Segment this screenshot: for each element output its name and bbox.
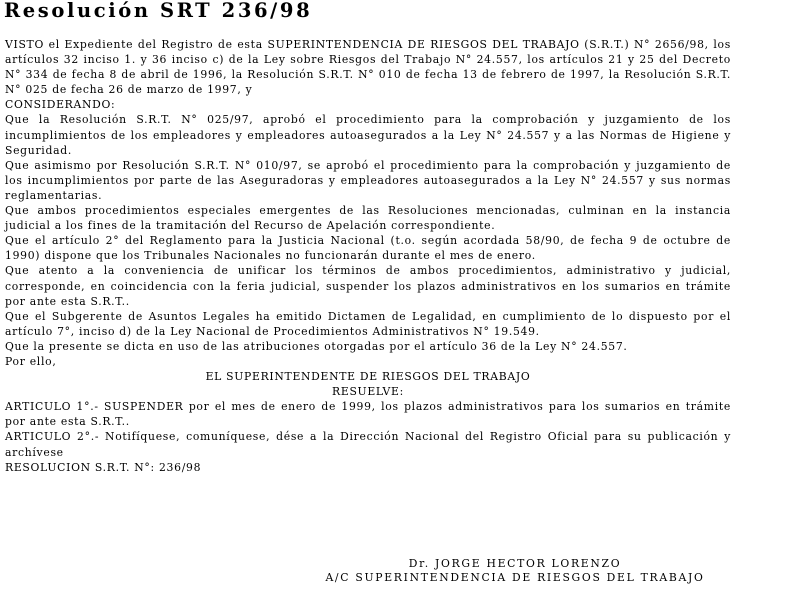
signature-name: Dr. JORGE HECTOR LORENZO [408, 557, 622, 570]
considerando-paragraph: Que ambos procedimientos especiales emergentes de las Resoluciones mencionadas, culminan en la instancia judicial a los fines de la tramitación del Recurso de Apelación correspondiente. [5, 204, 731, 233]
authority-heading: EL SUPERINTENDENTE DE RIESGOS DEL TRABAJO [205, 370, 531, 384]
considerando-paragraph: Que la Resolución S.R.T. N° 025/97, aprobó el procedimiento para la comprobación y juzgamiento de los incumplimientos de los empleadores y empleadores autoasegurados a la Ley N° 24.557 y a las Normas de Higiene y Seguridad. [5, 113, 731, 157]
resolution-number: RESOLUCION S.R.T. N°: 236/98 [5, 460, 202, 474]
resuelve-heading: RESUELVE: [332, 385, 404, 399]
considerando-paragraph: Que la presente se dicta en uso de las atribuciones otorgadas por el artículo 36 de la Ley N° 24.557. [5, 339, 628, 353]
visto-paragraph: VISTO el Expediente del Registro de esta SUPERINTENDENCIA DE RIESGOS DEL TRABAJO (S.R.T.) N° 2656/98, los artículos 32 inciso 1. y 36 inciso c) de la Ley sobre Riesgos del Trabajo N° 24.557, los artículos 21 y 25 del Decreto N° 334 de fecha 8 de abril de 1996, la Resolución S.R.T. N° 010 de fecha 13 de febrero de 1997, la Resolución S.R.T. N° 025 de fecha 26 de marzo de 1997, y [5, 38, 731, 97]
signature-role: A/C SUPERINTENDENCIA DE RIESGOS DEL TRABAJO [325, 571, 705, 584]
considerando-paragraph: Que el artículo 2° del Reglamento para la Justicia Nacional (t.o. según acordada 58/90, de fecha 9 de octubre de 1990) dispone que los Tribunales Nacionales no funcionarán durante el mes de enero. [5, 234, 731, 263]
considerando-heading: CONSIDERANDO: [5, 98, 116, 112]
por-ello-line: Por ello, [5, 354, 57, 368]
article-paragraph: ARTICULO 2°.- Notifíquese, comuníquese, dése a la Dirección Nacional del Registro Oficial para su publicación y archívese [5, 430, 731, 459]
document-title: Resolución SRT 236/98 [4, 0, 313, 22]
article-paragraph: ARTICULO 1°.- SUSPENDER por el mes de enero de 1999, los plazos administrativos para los sumarios en trámite por ante esta S.R.T.. [5, 400, 731, 429]
considerando-paragraph: Que asimismo por Resolución S.R.T. N° 010/97, se aprobó el procedimiento para la comprobación y juzgamiento de los incumplimientos por parte de las Aseguradoras y empleadores autoasegurados a la Ley N° 24.557 y sus normas reglamentarias. [5, 158, 731, 202]
considerando-paragraph: Que atento a la conveniencia de unificar los términos de ambos procedimientos, administrativo y judicial, corresponde, en coincidencia con la feria judicial, suspender los plazos administrativos en los sumarios en trámite por ante esta S.R.T.. [5, 264, 731, 308]
considerando-paragraph: Que el Subgerente de Asuntos Legales ha emitido Dictamen de Legalidad, en cumplimiento de lo dispuesto por el artículo 7°, inciso d) de la Ley Nacional de Procedimientos Administrativos N° 19.549. [5, 309, 731, 338]
document-body [5, 37, 731, 475]
